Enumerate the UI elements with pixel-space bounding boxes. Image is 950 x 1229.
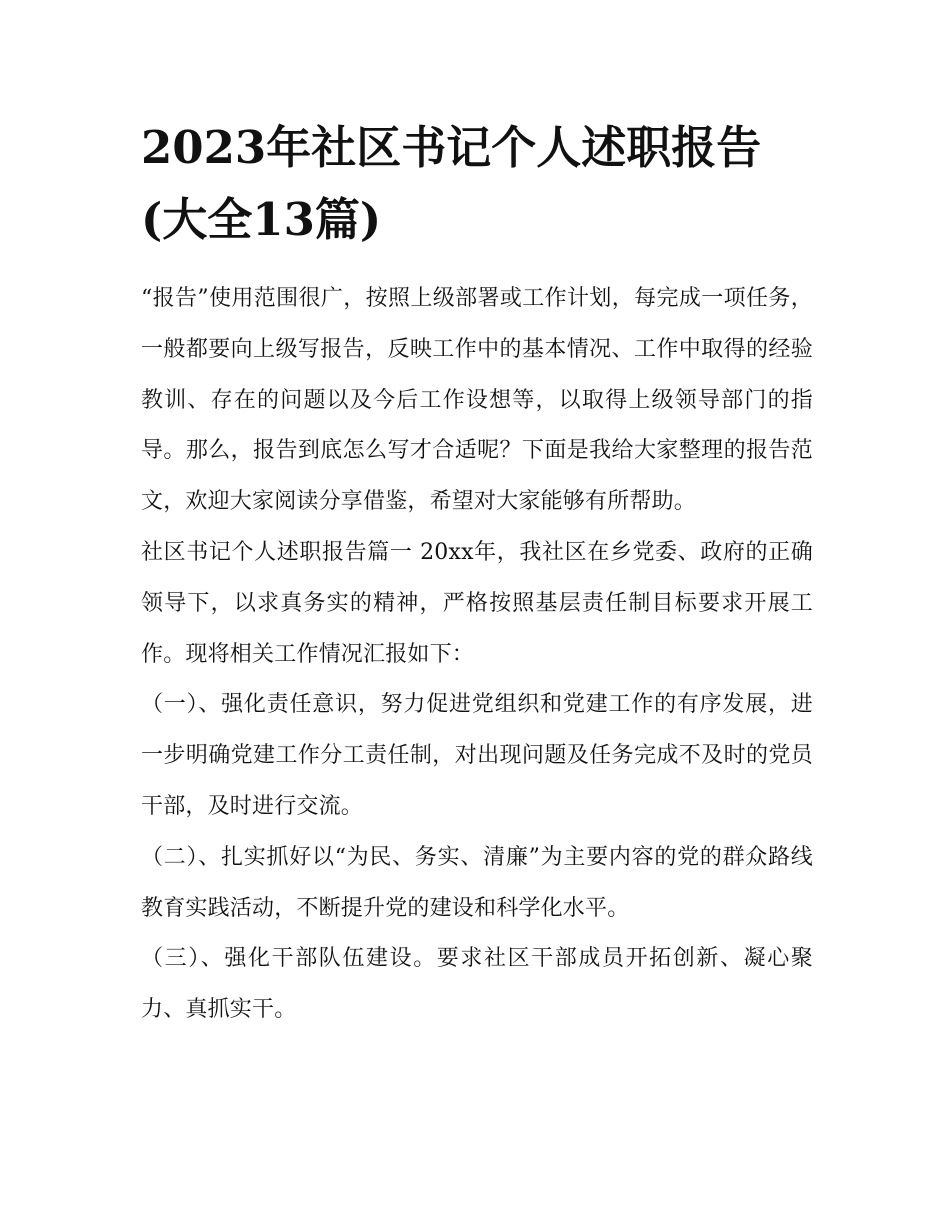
paragraph-report-opening: 社区书记个人述职报告篇一 20xx年，我社区在乡党委、政府的正确领导下，以求真务实的精神，严格按照基层责任制目标要求开展工作。现将相关工作情况汇报如下： [141,539,813,667]
paragraph-item-1: （一）、强化责任意识，努力促进党组织和党建工作的有序发展，进一步明确党建工作分工责任制，对出现问题及任务完成不及时的党员干部，及时进行交流。 [141,692,813,819]
document-title: 2023年社区书记个人述职报告(大全13篇) [141,121,762,246]
paragraph-intro: “报告”使用范围很广，按照上级部署或工作计划，每完成一项任务，一般都要向上级写报告，反映工作中的基本情况、工作中取得的经验教训、存在的问题以及今后工作设想等，以取得上级领导部门的指导。那么，报告到底怎么写才合适呢？下面是我给大家整理的报告范文，欢迎大家阅读分享借鉴，希望对大家能够有所帮助。 [141,286,813,515]
paragraph-item-2: （二）、扎实抓好以“为民、务实、清廉”为主要内容的党的群众路线教育实践活动，不断提升党的建设和科学化水平。 [141,844,813,921]
paragraph-item-3: （三）、强化干部队伍建设。要求社区干部成员开拓创新、凝心聚力、真抓实干。 [141,946,813,1023]
document-page [141,112,813,1036]
document-body [141,274,813,1036]
